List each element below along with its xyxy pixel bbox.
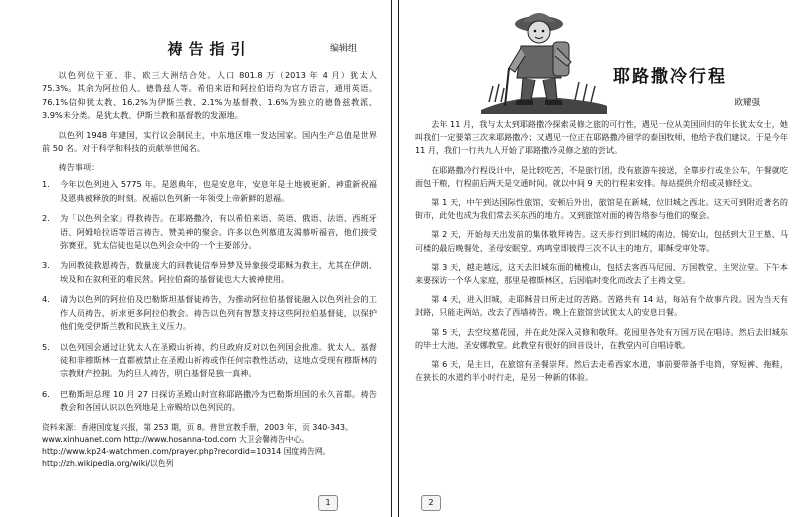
prayer-number: 1.: [42, 179, 50, 190]
prayer-number: 6.: [42, 388, 50, 399]
prayer-text: 请为以色列的阿拉伯及巴勒斯坦基督徒祷告，为推动阿拉伯基督徒融入以色列社会的工作人员祷告，祈求更多阿拉伯教会。祷告以色列有智慧支持这些阿拉伯基督徒，以保护他们免受伊斯兰教和民族主义压力。: [60, 294, 377, 332]
prayer-number: 4.: [42, 294, 50, 305]
body-paragraph: 在耶路撒冷行程设计中，是比较吃苦，不是旅行团，没有旅游车接送，全靠步行或坐公车，午餐就吃面包干粮，行程前后两天是交通时间。就以中间 9 天的行程来安排。每站提供介绍或灵修经文。: [415, 164, 788, 188]
left-title-text: 祷告指引: [167, 40, 252, 58]
intro-paragraph-1: 以色列位于亚、非、欧三大洲结合处。人口 801.8 万（2013 年 4 月）犹太人 75.3%。其余为阿拉伯人、德鲁兹人等。希伯来语和阿拉伯语均为官方语言，通用英语。76.1%信仰犹太教、16.2%为伊斯兰教、2.1%为基督教、1.6%为独立的德鲁兹教派、3.9%未分类。是犹太教、伊斯兰教和基督教的发源地。: [42, 70, 377, 121]
references: [42, 422, 377, 470]
prayer-text: 巴勒斯坦总理 10 月 27 日探访圣殿山时宣称耶路撒冷为巴勒斯坦国的永久首都。祷告教会和各国认识以色列地是上帝赐给以色列民的。: [60, 388, 377, 413]
prayer-list: [42, 178, 377, 414]
right-title: 耶路撒冷行程: [613, 67, 727, 87]
body-paragraph: 第 5 天，去空坟墓花园，并在此处深入灵修和敬拜。花园里各处有万国万民在唱诗。然后去旧城东的毕士大池、圣安娜教堂。此教堂有很好的回音设计，在教堂内可自唱诗歌。: [415, 326, 788, 350]
prayer-number: 5.: [42, 341, 50, 352]
prayer-heading: 祷告事项：: [58, 162, 100, 173]
intro-paragraph-2: 以色列 1948 年建国，实行议会制民主，中东地区唯一发达国家。国内生产总值是世界前 50 名。对于科学和科技的贡献举世闻名。: [42, 129, 377, 154]
prayer-number: 2.: [42, 213, 50, 224]
right-header: [415, 0, 788, 118]
right-page: [398, 0, 800, 517]
left-title: [42, 38, 377, 59]
body-paragraph: 第 4 天，进入旧城，走耶稣昔日所走过的苦路。苦路共有 14 站，每站有个故事片段。因为当天有封路，只能走两站，改去了西墙祷告。晚上在旅馆尝试犹太人的安息日餐。: [415, 294, 788, 318]
body-paragraph: 第 6 天，是主日，在旅馆有圣餐崇拜。然后去走希西家水道，事前要带备手电筒，穿短裤、拖鞋，在狭长的水道约半小时行走，是另一种新的体验。: [415, 359, 788, 383]
body-paragraph: 第 1 天，中午到达国际性旅馆，安顿后外出，旅馆是在新城，位旧城之西北。这天可到附近著名的街市，此处也成为我们常去买东西的地方。又到旅馆对面的祷告塔参与他们的聚会。: [415, 197, 788, 221]
prayer-text: 为「以色列全家」得救祷告。在耶路撒冷，有以希伯来语、英语、俄语、法语、西班牙语、阿姆哈拉语等语言祷告、赞美神的聚会。许多以色列慕道友渴慕听福音，他们接受弥赛亚，犹太信徒也是以色列会众中的一个主要部分。: [60, 213, 377, 251]
left-author: 编辑组: [329, 44, 357, 54]
prayer-item: [42, 212, 377, 252]
body-paragraph: 去年 11 月，我与太太到耶路撒冷探索灵修之旅的可行性，遇见一位从美国回归的年长犹太女士，她叫我们一定要第三次来耶路撒冷；又遇见一位正在耶路撒冷留学的泰国牧师，他给予我们建议。于是今年 11 月，我们一行共九人开始了耶路撒冷灵修之旅的尝试。: [415, 119, 788, 156]
reference-line: http://zh.wikipedia.org/wiki/以色列: [42, 458, 174, 468]
body-paragraph: 第 2 天，开始每天出发前的集体敬拜祷告。这天步行到旧城的南边，锡安山，包括到大卫王墓、马可楼的最后晚餐处、圣母安眠堂、鸡鸣堂即彼得三次不认主的地方，耶稣受审处等。: [415, 229, 788, 253]
hiker-illustration-icon: [479, 2, 609, 114]
prayer-item: [42, 341, 377, 381]
prayer-number: 3.: [42, 260, 50, 271]
prayer-item: [42, 293, 377, 333]
body-paragraph: 第 3 天，越走越远，这天去旧城东面的橄榄山，包括去客西马尼园、万国教堂、主哭泣堂。下午本来要探访一个华人家庭，那里是穆斯林区，后因临时变化而改去了主祷文堂。: [415, 261, 788, 286]
prayer-item: [42, 178, 377, 205]
left-page: [0, 0, 392, 517]
prayer-text: 以色列国会通过让犹太人在圣殿山祈祷，约旦政府反对以色列国会批准。犹太人、基督徒和非穆斯林一直都被禁止在圣殿山祈祷或作任何宗教性活动，这地点受现有穆斯林的宗教财产控制。为约旦人祷告，明白基督是独一真神。: [60, 341, 377, 379]
reference-line: www.xinhuanet.com http://www.hosanna-tod.com 大卫会馨祷告中心。: [42, 434, 310, 444]
reference-line: http://www.kp24-watchmen.com/prayer.php?recordid=10314 国度祷告网。: [42, 446, 331, 456]
reference-line: 资料来源：香港国度复兴报，第 253 期，页 8。普世宣教手册，2003 年，页 340-343。: [42, 422, 353, 432]
prayer-text: 为回教徒救恩祷告，数量庞大的回教徒信奉异梦及异象接受耶稣为救主，尤其在伊朗、埃及和在叙利亚的难民营。阿拉伯裔的基督徒也大大被神使用。: [60, 260, 377, 284]
page-number-right: 2: [421, 495, 441, 511]
right-author: 欧耀强: [734, 98, 760, 108]
page-number-left: 1: [318, 495, 338, 511]
prayer-item: [42, 388, 377, 415]
prayer-item: [42, 259, 377, 286]
prayer-text: 今年以色列进入 5775 年。是恩典年，也是安息年，安息年是土地被更新、神重新祝福及恩典被释放的时刻。祝福以色列新一年领受上帝新鲜的恩福。: [60, 179, 377, 203]
